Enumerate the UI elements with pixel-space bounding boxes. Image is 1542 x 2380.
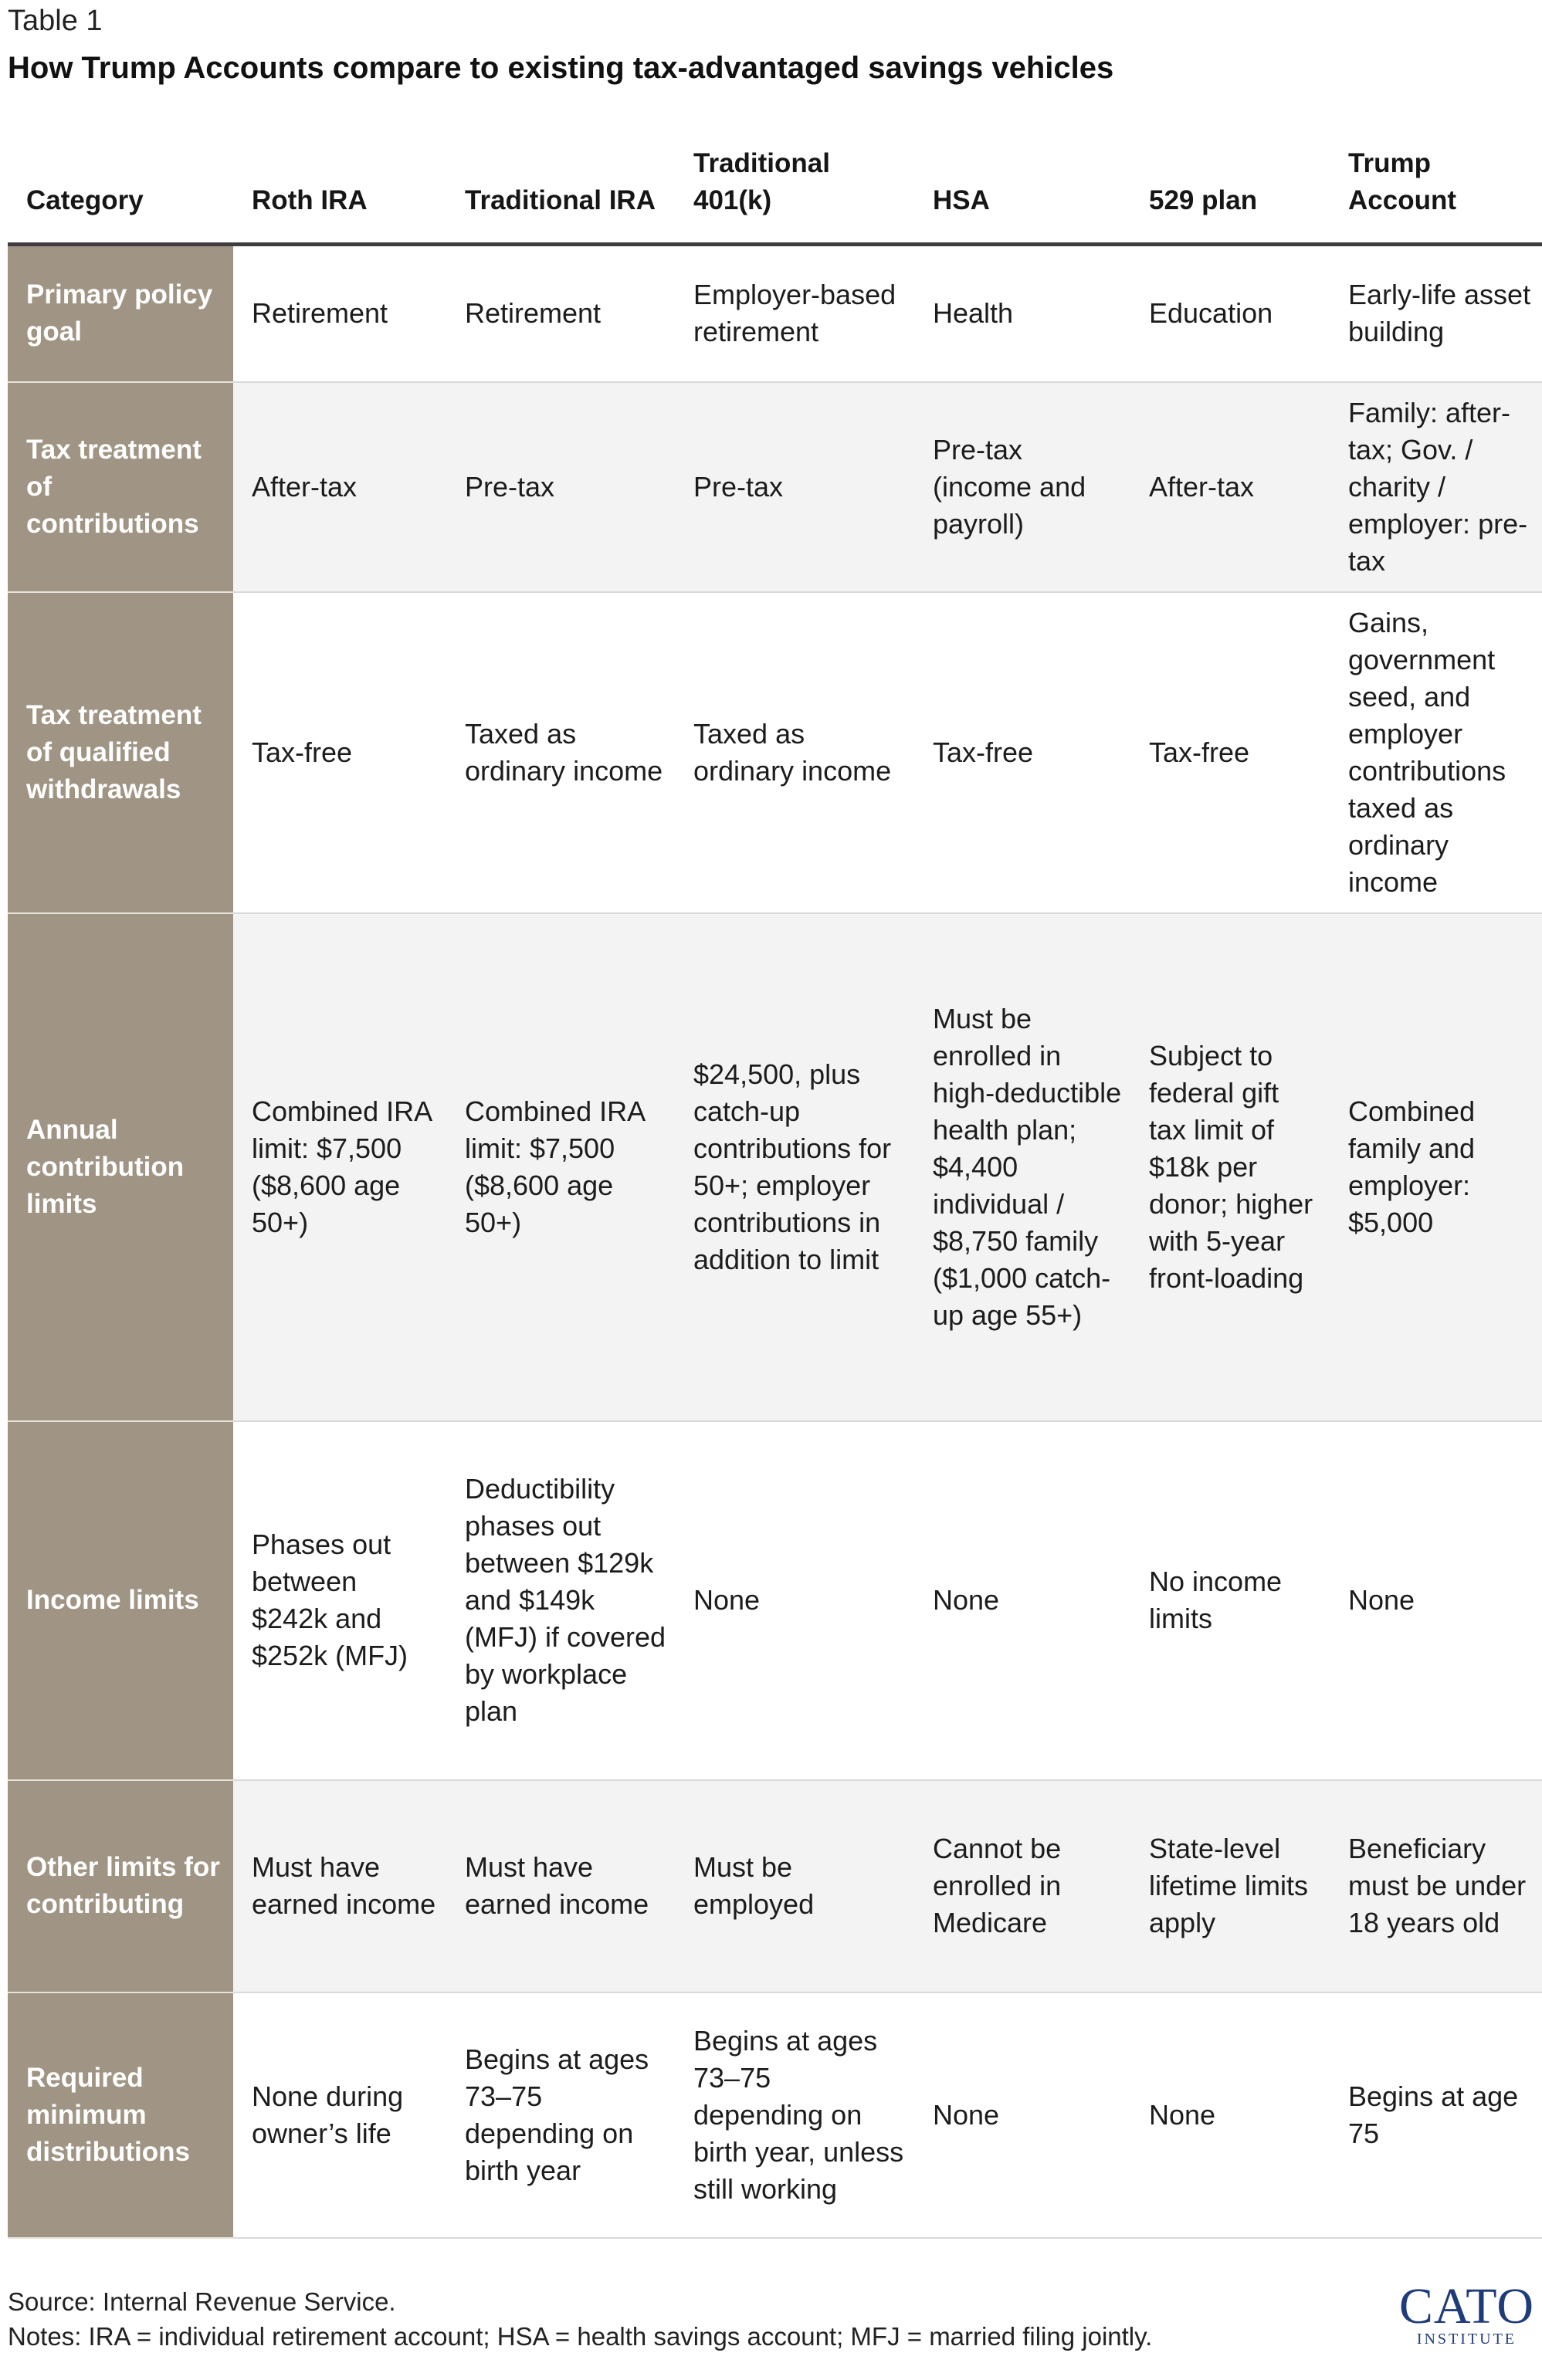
header-traditional-401k: Traditional 401(k) bbox=[675, 145, 914, 245]
table-cell: Education bbox=[1130, 245, 1330, 382]
table-cell: Must be employed bbox=[675, 1780, 914, 1992]
table-cell: Must be enrolled in high-deductible health plan; $4,400 individual / $8,750 family ($1,000 catch-up age 55+) bbox=[914, 913, 1130, 1421]
comparison-table bbox=[8, 145, 1542, 2239]
table-cell: State-level lifetime limits apply bbox=[1130, 1780, 1330, 1992]
table-cell: Health bbox=[914, 245, 1130, 382]
table-cell: Begins at ages 73–75 depending on birth year bbox=[446, 1992, 675, 2238]
logo-subtitle: INSTITUTE bbox=[1416, 2331, 1517, 2348]
table-cell: After-tax bbox=[233, 382, 446, 592]
table-cell: None bbox=[914, 1421, 1130, 1780]
table-cell: Must have earned income bbox=[446, 1780, 675, 1992]
table-cell: No income limits bbox=[1130, 1421, 1330, 1780]
table-cell: Pre-tax bbox=[446, 382, 675, 592]
table-cell: Must have earned income bbox=[233, 1780, 446, 1992]
table-row bbox=[8, 592, 1542, 913]
table-cell: Subject to federal gift tax limit of $18k per donor; higher with 5-year front-loading bbox=[1130, 913, 1330, 1421]
notes-text: Notes: IRA = individual retirement account; HSA = health savings account; MFJ = married filing jointly. bbox=[8, 2322, 1153, 2351]
table-title: How Trump Accounts compare to existing tax-advantaged savings vehicles bbox=[8, 51, 1114, 85]
table-cell: Combined family and employer: $5,000 bbox=[1330, 913, 1542, 1421]
table-row bbox=[8, 913, 1542, 1421]
table-cell: Tax-free bbox=[233, 592, 446, 913]
row-category: Tax treatment of contributions bbox=[8, 382, 233, 592]
table-cell: Gains, government seed, and employer contributions taxed as ordinary income bbox=[1330, 592, 1542, 913]
table-cell: Beneficiary must be under 18 years old bbox=[1330, 1780, 1542, 1992]
table-row bbox=[8, 1992, 1542, 2238]
table-cell: Combined IRA limit: $7,500 ($8,600 age 50+) bbox=[446, 913, 675, 1421]
header-trump-account: Trump Account bbox=[1330, 145, 1542, 245]
header-hsa: HSA bbox=[914, 145, 1130, 245]
table-cell: None bbox=[1330, 1421, 1542, 1780]
table-cell: Begins at age 75 bbox=[1330, 1992, 1542, 2238]
table-cell: Early-life asset building bbox=[1330, 245, 1542, 382]
table-row bbox=[8, 1421, 1542, 1780]
logo-wordmark: CATO bbox=[1398, 2278, 1534, 2334]
row-category: Primary policy goal bbox=[8, 245, 233, 382]
table-cell: Combined IRA limit: $7,500 ($8,600 age 50+) bbox=[233, 913, 446, 1421]
table-cell: Employer-based retirement bbox=[675, 245, 914, 382]
table-cell: Retirement bbox=[446, 245, 675, 382]
row-category: Annual contribution limits bbox=[8, 913, 233, 1421]
row-category: Required minimum distributions bbox=[8, 1992, 233, 2238]
header-traditional-ira: Traditional IRA bbox=[446, 145, 675, 245]
table-row bbox=[8, 245, 1542, 382]
header-category: Category bbox=[8, 145, 233, 245]
source-note: Source: Internal Revenue Service. bbox=[8, 2287, 396, 2316]
table-cell: None during owner’s life bbox=[233, 1992, 446, 2238]
header-529-plan: 529 plan bbox=[1130, 145, 1330, 245]
row-category: Other limits for contributing bbox=[8, 1780, 233, 1992]
table-row bbox=[8, 1780, 1542, 1992]
row-category: Tax treatment of qualified withdrawals bbox=[8, 592, 233, 913]
table-cell: Deductibility phases out between $129k and $149k (MFJ) if covered by workplace plan bbox=[446, 1421, 675, 1780]
row-category: Income limits bbox=[8, 1421, 233, 1780]
header-row bbox=[8, 145, 1542, 245]
table-cell: Tax-free bbox=[914, 592, 1130, 913]
cato-institute-logo bbox=[1398, 2278, 1534, 2348]
table-cell: Cannot be enrolled in Medicare bbox=[914, 1780, 1130, 1992]
table-cell: Retirement bbox=[233, 245, 446, 382]
table-cell: Tax-free bbox=[1130, 592, 1330, 913]
table-cell: None bbox=[914, 1992, 1130, 2238]
header-roth-ira: Roth IRA bbox=[233, 145, 446, 245]
table-cell: None bbox=[1130, 1992, 1330, 2238]
table-cell: After-tax bbox=[1130, 382, 1330, 592]
table-cell: $24,500, plus catch-up contributions for 50+; employer contributions in addition to limit bbox=[675, 913, 914, 1421]
table-cell: Pre-tax (income and payroll) bbox=[914, 382, 1130, 592]
table-cell: Phases out between $242k and $252k (MFJ) bbox=[233, 1421, 446, 1780]
table-cell: None bbox=[675, 1421, 914, 1780]
table-cell: Taxed as ordinary income bbox=[446, 592, 675, 913]
table-row bbox=[8, 382, 1542, 592]
table-cell: Family: after-tax; Gov. / charity / employer: pre-tax bbox=[1330, 382, 1542, 592]
table-cell: Pre-tax bbox=[675, 382, 914, 592]
table-cell: Begins at ages 73–75 depending on birth year, unless still working bbox=[675, 1992, 914, 2238]
table-label: Table 1 bbox=[8, 5, 103, 37]
table-cell: Taxed as ordinary income bbox=[675, 592, 914, 913]
